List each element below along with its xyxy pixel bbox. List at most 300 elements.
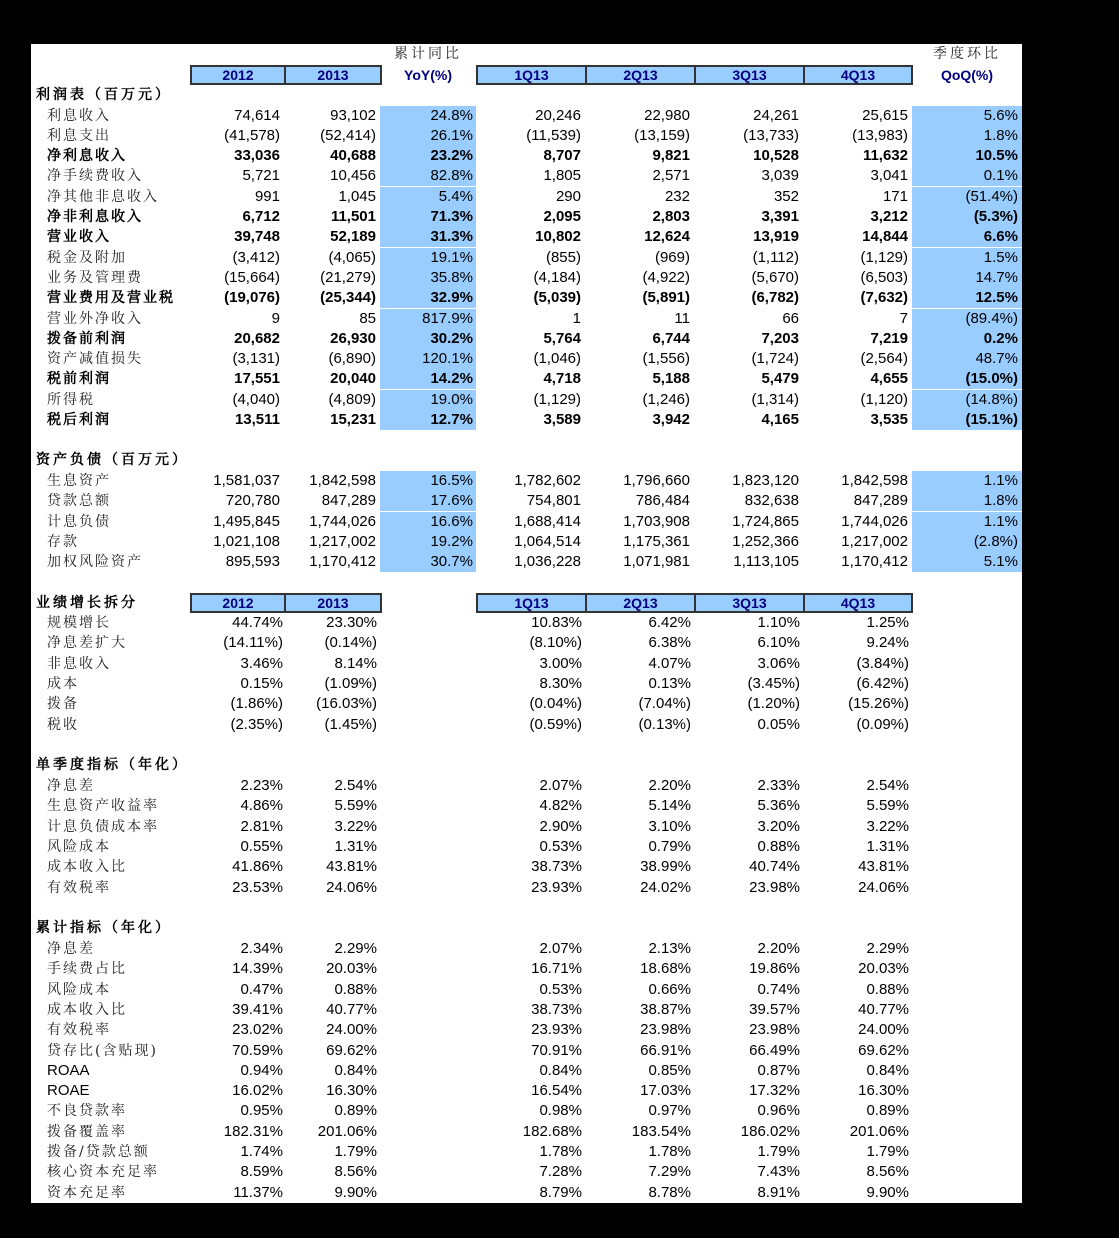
row-label: 拨备 (47, 696, 79, 713)
value-2013: 43.81% (326, 858, 377, 876)
value-3q13: 5.36% (757, 797, 800, 815)
value-1q13: 16.71% (531, 960, 582, 978)
value-qoq: 1.1% (912, 471, 1022, 491)
row-label: 利息支出 (47, 127, 111, 144)
value-4q13: 14,844 (862, 228, 908, 246)
value-2012: 11.37% (233, 1183, 283, 1201)
value-1q13: 23.93% (531, 1021, 582, 1039)
value-1q13: 1 (572, 309, 581, 327)
value-2013: 26,930 (330, 329, 376, 347)
value-4q13: 1,170,412 (841, 553, 908, 571)
row-label: 生息资产 (47, 473, 111, 489)
value-2q13: 12,624 (644, 228, 690, 246)
table-row (31, 1041, 1022, 1061)
value-2q13: 3.10% (648, 817, 691, 835)
value-4q13: 3,212 (870, 208, 908, 225)
value-2013: 24.00% (326, 1021, 377, 1039)
growth-col-header-2012: 2012 (192, 595, 286, 611)
value-2013: 1.31% (334, 837, 377, 855)
value-1q13: 10,802 (535, 228, 581, 246)
value-4q13: (3.84%) (856, 654, 909, 672)
value-4q13: 25,615 (862, 106, 908, 124)
value-1q13: 3,589 (543, 411, 581, 428)
value-4q13: (7,632) (860, 289, 908, 307)
value-1q13: 2.90% (539, 817, 582, 835)
row-label: 拨备前利润 (47, 330, 127, 347)
value-2012: 17,551 (234, 370, 280, 388)
col-header-2012: 2012 (192, 67, 286, 83)
section-title-quarterly: 单季度指标（年化） (36, 757, 189, 773)
table-row (31, 512, 1022, 532)
value-qoq: 5.1% (912, 552, 1022, 572)
value-2q13: 38.87% (640, 1000, 691, 1018)
row-label: 贷款总额 (47, 493, 111, 510)
value-1q13: 1,805 (543, 167, 581, 185)
row-label: 成本 (47, 675, 79, 692)
value-2013: 1,170,412 (309, 553, 376, 571)
value-4q13: 1.79% (866, 1143, 909, 1160)
value-2013: 1,045 (338, 187, 376, 205)
value-qoq: 0.1% (912, 166, 1022, 186)
value-qoq: (15.0%) (912, 369, 1022, 389)
value-2013: 93,102 (330, 106, 376, 124)
value-3q13: 0.74% (757, 980, 800, 998)
value-1q13: 1,688,414 (514, 512, 581, 530)
value-yoy: 19.1% (380, 248, 476, 268)
value-2013: 3.22% (334, 817, 377, 835)
value-yoy: 817.9% (380, 309, 476, 329)
value-1q13: 38.73% (531, 858, 582, 876)
value-2012: 2.81% (240, 817, 283, 835)
value-2q13: 9,821 (652, 147, 690, 165)
value-1q13: 8,707 (543, 147, 581, 165)
value-4q13: 3.22% (866, 817, 909, 835)
table-row (31, 939, 1022, 959)
table-row (31, 980, 1022, 1000)
value-2012: 16.02% (232, 1082, 283, 1100)
value-qoq: 1.8% (912, 126, 1022, 146)
value-2q13: (4,922) (642, 268, 690, 286)
row-label: 存款 (47, 533, 79, 550)
table-row (31, 1101, 1022, 1121)
col-header-3q13: 3Q13 (696, 67, 805, 83)
value-2012: 5,721 (242, 167, 280, 185)
value-3q13: 1.79% (757, 1143, 800, 1160)
row-label: 净息差扩大 (47, 635, 127, 652)
table-row (31, 633, 1022, 653)
value-4q13: 3,041 (870, 167, 908, 185)
value-1q13: 290 (555, 187, 581, 205)
value-4q13: 1.25% (866, 614, 909, 631)
value-4q13: (1,120) (860, 390, 908, 408)
value-3q13: 3.06% (757, 654, 800, 672)
row-label: 净利息收入 (47, 148, 127, 165)
value-2q13: 38.99% (640, 858, 691, 876)
value-2012: 720,780 (225, 492, 280, 510)
table-row (31, 146, 1022, 166)
value-2013: 40,688 (330, 147, 376, 165)
value-4q13: 24.06% (858, 878, 909, 896)
section-title-income: 利润表（百万元） (36, 87, 172, 103)
value-4q13: 43.81% (858, 858, 909, 876)
value-3q13: 186.02% (740, 1122, 800, 1140)
row-label: 业务及管理费 (47, 269, 143, 286)
value-2012: 1,581,037 (213, 472, 280, 489)
table-row (31, 349, 1022, 369)
row-label: 资本充足率 (47, 1184, 127, 1201)
row-label: 营业收入 (47, 229, 111, 246)
value-1q13: 16.54% (531, 1082, 582, 1100)
value-1q13: 2.07% (539, 940, 582, 957)
value-2012: 2.23% (240, 777, 283, 794)
value-2013: 2.29% (334, 940, 377, 957)
value-2q13: (5,891) (642, 289, 690, 307)
value-2q13: (0.13%) (638, 715, 691, 733)
value-2q13: 6.42% (648, 614, 691, 631)
value-1q13: (0.59%) (529, 715, 582, 733)
value-4q13: 4,655 (870, 370, 908, 388)
table-row (31, 1162, 1022, 1182)
table-row (31, 410, 1022, 430)
table-row (31, 207, 1022, 227)
value-2q13: 2,571 (652, 167, 690, 185)
value-2q13: 5,188 (652, 370, 690, 388)
value-2013: 69.62% (326, 1041, 377, 1059)
value-1q13: 70.91% (531, 1041, 582, 1059)
row-label: 拨备/贷款总额 (47, 1144, 150, 1160)
value-2012: (3,412) (232, 248, 280, 266)
value-qoq: 0.2% (912, 329, 1022, 349)
value-4q13: (6,503) (860, 268, 908, 286)
table-row (31, 837, 1022, 857)
value-2013: 85 (359, 309, 376, 327)
value-2013: 1,842,598 (309, 472, 376, 489)
annual-header-box (190, 65, 382, 85)
table-row (31, 106, 1022, 126)
value-4q13: 16.30% (858, 1082, 909, 1100)
value-1q13: 3.00% (539, 654, 582, 672)
table-row (31, 1061, 1022, 1081)
table-row (31, 390, 1022, 410)
value-2013: 1,744,026 (309, 512, 376, 530)
value-qoq: 12.5% (912, 288, 1022, 308)
row-label: 净息差 (47, 778, 95, 794)
value-yoy: 71.3% (380, 207, 476, 227)
value-4q13: 7 (899, 309, 908, 327)
value-3q13: 0.88% (757, 837, 800, 855)
value-1q13: 8.30% (539, 674, 582, 692)
value-2q13: 18.68% (640, 960, 691, 978)
value-3q13: 1,252,366 (732, 532, 799, 550)
value-qoq: (14.8%) (912, 390, 1022, 410)
value-2012: 0.94% (240, 1061, 283, 1079)
value-yoy: 120.1% (380, 349, 476, 369)
value-2q13: (969) (654, 248, 690, 266)
value-2q13: 2.13% (648, 940, 691, 957)
row-label: 利息收入 (47, 107, 111, 124)
value-1q13: 2.07% (539, 777, 582, 794)
value-2q13: 2.20% (648, 777, 691, 794)
row-label: 核心资本充足率 (47, 1164, 159, 1181)
value-2q13: (1,246) (642, 390, 690, 408)
table-row (31, 166, 1022, 186)
value-2013: 16.30% (326, 1082, 377, 1100)
row-label: 有效税率 (47, 1022, 111, 1039)
value-2q13: 4.07% (648, 654, 691, 672)
value-3q13: 6.10% (757, 634, 800, 652)
value-1q13: 8.79% (539, 1183, 582, 1201)
value-1q13: (855) (545, 248, 581, 266)
value-2012: 895,593 (225, 553, 280, 571)
value-1q13: (4,184) (533, 268, 581, 286)
value-qoq: (2.8%) (912, 532, 1022, 552)
value-2013: (1.45%) (324, 715, 377, 733)
value-4q13: 8.56% (866, 1163, 909, 1181)
value-4q13: 0.84% (866, 1061, 909, 1079)
value-2013: (21,279) (320, 268, 376, 286)
value-1q13: 38.73% (531, 1000, 582, 1018)
value-2013: (25,344) (320, 289, 376, 307)
value-2012: 8.59% (240, 1163, 283, 1181)
value-3q13: 1,823,120 (732, 472, 799, 489)
value-4q13: 1,217,002 (841, 532, 908, 550)
value-2013: 201.06% (317, 1122, 377, 1140)
value-2013: 5.59% (334, 797, 377, 815)
value-yoy: 24.8% (380, 106, 476, 126)
row-label: 净手续费收入 (47, 168, 143, 185)
value-2013: 15,231 (330, 411, 376, 428)
col-header-1q13: 1Q13 (478, 67, 587, 83)
value-2012: (4,040) (232, 390, 280, 408)
value-2013: 10,456 (330, 167, 376, 185)
value-3q13: 19.86% (749, 960, 800, 978)
row-label: 成本收入比 (47, 859, 127, 876)
value-2q13: (7.04%) (638, 695, 691, 713)
value-yoy: 26.1% (380, 126, 476, 146)
value-4q13: 1,744,026 (841, 512, 908, 530)
row-label: 净非利息收入 (47, 209, 143, 225)
value-3q13: 8.91% (757, 1183, 800, 1201)
value-2012: 4.86% (240, 797, 283, 815)
value-2013: 20.03% (326, 960, 377, 978)
value-2013: 8.56% (334, 1163, 377, 1181)
value-2q13: 6,744 (652, 329, 690, 347)
table-row (31, 248, 1022, 268)
value-qoq: 48.7% (912, 349, 1022, 369)
value-3q13: 13,919 (753, 228, 799, 246)
value-4q13: 9.24% (866, 634, 909, 652)
table-row (31, 491, 1022, 511)
table-row (31, 126, 1022, 146)
value-1q13: 182.68% (522, 1122, 582, 1140)
value-3q13: 2.33% (757, 777, 800, 794)
table-row (31, 776, 1022, 796)
value-2013: (4,809) (328, 390, 376, 408)
value-4q13: (13,983) (852, 126, 908, 144)
section-title-balance: 资产负债（百万元） (36, 452, 189, 468)
value-2012: (3,131) (232, 350, 280, 368)
value-2012: 0.15% (240, 674, 283, 692)
value-4q13: 0.89% (866, 1102, 909, 1120)
table-row (31, 796, 1022, 816)
value-2012: 0.47% (240, 980, 283, 998)
value-3q13: 3,391 (761, 208, 799, 225)
value-yoy: 31.3% (380, 227, 476, 247)
value-2q13: 66.91% (640, 1041, 691, 1059)
value-3q13: (1.20%) (747, 695, 800, 713)
value-1q13: 754,801 (526, 492, 581, 510)
value-2012: (14.11%) (223, 634, 283, 652)
row-label: 税后利润 (47, 412, 111, 428)
value-yoy: 30.7% (380, 552, 476, 572)
value-2012: 20,682 (234, 329, 280, 347)
row-label: 计息负债成本率 (47, 818, 159, 835)
yoy-caption: 累计同比 (394, 46, 462, 62)
row-label: 贷存比(含贴现) (47, 1042, 158, 1059)
value-1q13: 0.98% (539, 1102, 582, 1120)
row-label: 所得税 (47, 391, 95, 408)
value-3q13: 352 (773, 187, 799, 205)
quarter-header-box (476, 65, 913, 85)
row-label: 税前利润 (47, 371, 111, 388)
value-3q13: 10,528 (753, 147, 799, 165)
value-2012: 6,712 (242, 208, 280, 225)
value-2013: 0.88% (334, 980, 377, 998)
value-2012: 39.41% (232, 1000, 283, 1018)
value-2013: 2.54% (334, 777, 377, 794)
value-2013: (4,065) (328, 248, 376, 266)
value-2q13: 0.85% (648, 1061, 691, 1079)
row-label: 净其他非息收入 (47, 188, 159, 205)
value-2012: 0.95% (240, 1102, 283, 1120)
value-2013: 24.06% (326, 878, 377, 896)
value-qoq: 1.8% (912, 491, 1022, 511)
value-3q13: 2.20% (757, 940, 800, 957)
value-qoq: (15.1%) (912, 410, 1022, 430)
yoy-label: YoY(%) (404, 67, 452, 83)
value-2q13: 1,796,660 (623, 472, 690, 489)
value-2012: 1.74% (240, 1143, 283, 1160)
value-1q13: 10.83% (531, 614, 582, 631)
table-row (31, 187, 1022, 207)
value-4q13: (1,129) (860, 248, 908, 266)
value-4q13: (0.09%) (856, 715, 909, 733)
value-2q13: 0.79% (648, 837, 691, 855)
value-2q13: 8.78% (648, 1183, 691, 1201)
value-2q13: 183.54% (631, 1122, 691, 1140)
value-yoy: 16.5% (380, 471, 476, 491)
value-4q13: 11,632 (862, 147, 908, 165)
value-4q13: 69.62% (858, 1041, 909, 1059)
value-2q13: 0.97% (648, 1102, 691, 1120)
growth-col-header-4q13: 4Q13 (840, 595, 876, 611)
value-2013: 52,189 (330, 228, 376, 246)
qoq-label: QoQ(%) (940, 67, 994, 83)
table-row (31, 857, 1022, 877)
value-yoy: 82.8% (380, 166, 476, 186)
section-title-cumulative: 累计指标（年化） (36, 920, 172, 936)
value-3q13: 24,261 (753, 106, 799, 124)
value-1q13: 23.93% (531, 878, 582, 896)
section-title-growth: 业绩增长拆分 (36, 595, 138, 611)
value-4q13: (6.42%) (856, 674, 909, 692)
value-2q13: 1,071,981 (623, 553, 690, 571)
row-label: 生息资产收益率 (47, 798, 159, 815)
row-label: 有效税率 (47, 879, 111, 896)
value-2012: 44.74% (232, 614, 283, 631)
value-yoy: 5.4% (380, 187, 476, 207)
row-label: 净息差 (47, 941, 95, 957)
value-2013: 8.14% (334, 654, 377, 672)
value-4q13: 3,535 (870, 411, 908, 428)
value-3q13: 66.49% (749, 1041, 800, 1059)
value-3q13: (6,782) (751, 289, 799, 307)
value-2q13: 22,980 (644, 106, 690, 124)
value-qoq: (5.3%) (912, 207, 1022, 227)
value-2013: 11,501 (330, 208, 376, 225)
table-row (31, 532, 1022, 552)
value-3q13: 23.98% (749, 1021, 800, 1039)
value-1q13: 2,095 (543, 208, 581, 225)
value-4q13: 1.31% (866, 837, 909, 855)
value-2q13: 1.78% (648, 1143, 691, 1160)
value-qoq: 1.1% (912, 512, 1022, 532)
value-3q13: 4,165 (761, 411, 799, 428)
row-label: ROAA (47, 1061, 90, 1079)
table-row (31, 552, 1022, 572)
value-3q13: (1,112) (752, 248, 799, 266)
value-yoy: 19.2% (380, 532, 476, 552)
value-3q13: 1,724,865 (732, 512, 799, 530)
value-2012: 23.02% (232, 1021, 283, 1039)
value-2012: 3.46% (240, 654, 283, 672)
value-2012: (1.86%) (230, 695, 283, 713)
table-row (31, 694, 1022, 714)
value-yoy: 23.2% (380, 146, 476, 166)
value-3q13: 3,039 (761, 167, 799, 185)
value-yoy: 30.2% (380, 329, 476, 349)
value-2013: 40.77% (326, 1000, 377, 1018)
value-2013: 1,217,002 (309, 532, 376, 550)
value-3q13: 3.20% (757, 817, 800, 835)
value-3q13: (1,724) (751, 350, 799, 368)
value-qoq: 10.5% (912, 146, 1022, 166)
table-row (31, 1122, 1022, 1142)
row-label: 税金及附加 (47, 249, 127, 266)
table-row (31, 674, 1022, 694)
value-1q13: 4.82% (539, 797, 582, 815)
value-yoy: 14.2% (380, 369, 476, 389)
value-3q13: 0.87% (757, 1061, 800, 1079)
value-4q13: 847,289 (853, 492, 908, 510)
row-label: 成本收入比 (47, 1001, 127, 1018)
value-2012: 1,495,845 (213, 512, 280, 530)
value-2q13: 7.29% (648, 1163, 691, 1181)
qoq-caption: 季度环比 (933, 46, 1001, 62)
value-2012: (41,578) (224, 126, 280, 144)
value-2012: (2.35%) (230, 715, 283, 733)
growth-col-header-2q13: 2Q13 (587, 595, 696, 611)
table-row (31, 329, 1022, 349)
value-1q13: 0.53% (539, 980, 582, 998)
value-2012: 2.34% (240, 940, 283, 957)
value-2012: 991 (254, 187, 280, 205)
value-1q13: (8.10%) (529, 634, 582, 652)
value-2012: 9 (271, 309, 280, 327)
table-row (31, 878, 1022, 898)
value-4q13: 9.90% (866, 1183, 909, 1201)
value-1q13: (0.04%) (529, 695, 582, 713)
